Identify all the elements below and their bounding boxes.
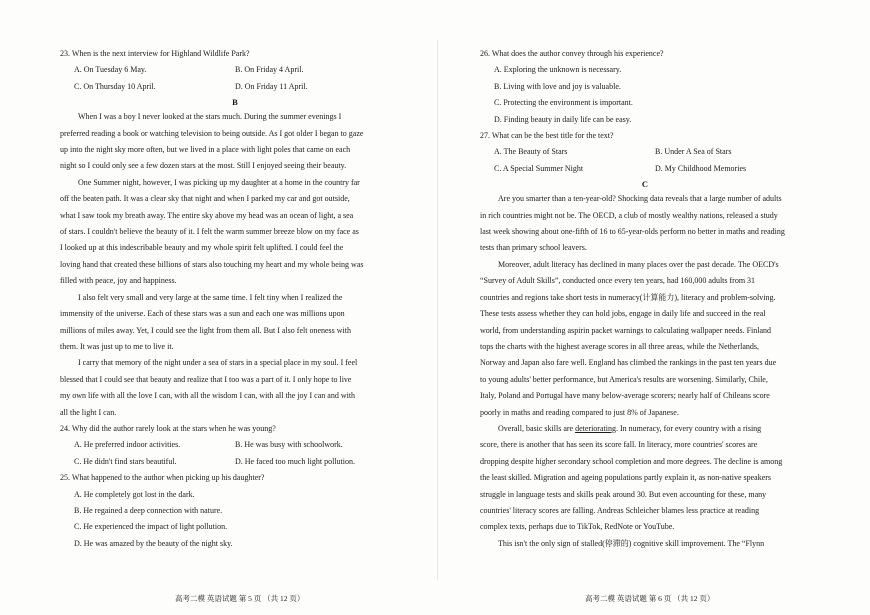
q23-option-a[interactable]: A. On Tuesday 6 May. xyxy=(74,65,147,75)
q24-options-row-2 xyxy=(60,454,410,470)
q23-option-b[interactable]: B. On Friday 4 April. xyxy=(235,65,304,75)
passage-line: in rich countries might not be. The OECD, a club of mostly wealthy nations, released a study xyxy=(480,210,778,220)
right-page xyxy=(480,46,810,552)
passage-line: countries and regions take short tests in numeracy(计算能力), literacy and problem-solving. xyxy=(480,292,776,302)
q26-option-b[interactable]: B. Living with love and joy is valuable. xyxy=(494,81,621,91)
passage-line: the least skilled. Migration and ageing populations partly explain it, as non-native speakers xyxy=(480,473,772,483)
passage-line: poorly in maths and reading compared to just 8% of Japanese. xyxy=(480,407,679,417)
q26-question: 26. What does the author convey through his experience? xyxy=(480,49,664,58)
passage-line: what I saw took my breath away. The entire sky above my head was an ocean of light, a sea xyxy=(60,210,354,220)
q27-option-d[interactable]: D. My Childhood Memories xyxy=(655,163,747,173)
q24-option-a[interactable]: A. He preferred indoor activities. xyxy=(74,440,181,450)
passage-line: all the light I can. xyxy=(60,407,117,417)
passage-c xyxy=(480,191,810,552)
passage-line: Norway and Japan also fare well. England has climbed the rankings in the past ten years due xyxy=(480,358,777,368)
passage-line: I looked up at this indescribable beauty and my whole spirit felt uplifted. I could feel the xyxy=(60,243,344,253)
q27-question: 27. What can be the best title for the text? xyxy=(480,131,614,141)
passage-line: loving hand that created these billions of stars also touching my heart and my whole being was xyxy=(60,259,364,269)
passage-line: millions of miles away. Yet, I could see the light from them all. But I also felt oneness with xyxy=(60,325,351,335)
passage-line: This isn't the only sign of stalled(停滞的) cognitive skill improvement. The “Flynn xyxy=(498,538,765,548)
passage-line: score, there is another that has seen its score fall. In literacy, more countries' scores are xyxy=(480,440,758,450)
passage-line: night so I could only see a few dozen stars at the most. Still I enjoyed seeing their beauty. xyxy=(60,161,347,171)
passage-line: Moreover, adult literacy has declined in many places over the past decade. The OECD's xyxy=(498,259,779,269)
section-c-heading: C xyxy=(641,179,649,190)
passage-line: preferred reading a book or watching television to being outside. As I got older I began to gaze xyxy=(60,128,364,138)
passage-b xyxy=(60,109,410,421)
passage-line: Are you smarter than a ten-year-old? Shocking data reveals that a large number of adults xyxy=(498,194,782,204)
passage-line: One Summer night, however, I was picking up my daughter at a home in the country far xyxy=(78,177,360,187)
passage-line: I also felt very small and very large at the same time. I felt tiny when I realized the xyxy=(78,292,343,302)
passage-line: my own life with all the love I can, with all the wisdom I can, with all the joy I can and with xyxy=(60,391,356,401)
q25-option-c[interactable]: C. He experienced the impact of light pollution. xyxy=(74,522,228,532)
passage-line: of stars. I couldn't believe the beauty of it. I felt the warm summer breeze blow on my face as xyxy=(60,227,359,237)
q25-option-d[interactable]: D. He was amazed by the beauty of the night sky. xyxy=(74,538,233,548)
passage-line xyxy=(480,421,810,437)
passage-line: world, from understanding aspirin packet warnings to calculating wallpaper needs. Finland xyxy=(480,325,772,335)
passage-line: immensity of the universe. Each of these stars was a sun and each one was millions upon xyxy=(60,309,345,319)
passage-line: countries' literacy scores are falling. Andreas Schleicher blames less practice at reading xyxy=(480,505,760,515)
passage-line: blessed that I could see that beauty and realize that I too was a part of it. I only hope to live xyxy=(60,374,352,384)
passage-line: filled with peace, joy and happiness. xyxy=(60,276,177,286)
q26-option-d[interactable]: D. Finding beauty in daily life can be easy. xyxy=(494,114,632,124)
left-page xyxy=(60,46,410,552)
right-page-footer: 高考二模 英语试题 第 6 页 （共 12 页） xyxy=(585,594,715,603)
passage-line: tests than primary school leavers. xyxy=(480,243,587,253)
q24-option-b[interactable]: B. He was busy with schoolwork. xyxy=(235,440,343,450)
q23-options-row-1 xyxy=(60,62,410,78)
passage-line: struggle in language tests and skills peak around 30. But even accounting for these, many xyxy=(480,489,767,499)
q27-options-row-2 xyxy=(480,161,810,177)
q27-options-row-1 xyxy=(480,144,810,160)
q25-option-a[interactable]: A. He completely got lost in the dark. xyxy=(74,489,195,499)
passage-line: them. It was just up to me to live it. xyxy=(60,341,174,351)
q24-question: 24. Why did the author rarely look at the stars when he was young? xyxy=(60,423,276,433)
q24-options-row-1 xyxy=(60,437,410,453)
passage-line: complex texts, perhaps due to TikTok, RedNote or YouTube. xyxy=(480,522,675,532)
passage-line: I carry that memory of the night under a sea of stars in a special place in my soul. I feel xyxy=(78,358,358,368)
q26-option-a[interactable]: A. Exploring the unknown is necessary. xyxy=(494,65,622,75)
page-gutter xyxy=(437,40,438,580)
passage-line: last week showing about one-fifth of 16 to 65-year-olds perform no better in maths and reading xyxy=(480,227,785,237)
p3-start: Overall, basic skills are xyxy=(498,423,576,433)
left-page-footer: 高考二模 英语试题 第 5 页 （共 12 页） xyxy=(175,594,305,603)
passage-line: Italy, Poland and Portugal have many below-average scorers; nearly half of Chileans score xyxy=(480,391,770,401)
section-b-heading: B xyxy=(232,97,238,108)
q24-option-c[interactable]: C. He didn't find stars beautiful. xyxy=(74,456,177,466)
q25-option-b[interactable]: B. He regained a deep connection with nature. xyxy=(74,505,223,515)
passage-line: to young adults' better performance, but America's results are worsening. Similarly, Chile, xyxy=(480,374,768,384)
q23-option-c[interactable]: C. On Thursday 10 April. xyxy=(74,81,156,91)
passage-line: When I was a boy I never looked at the stars much. During the summer evenings I xyxy=(78,112,342,122)
q27-option-a[interactable]: A. The Beauty of Stars xyxy=(494,147,568,157)
q27-option-b[interactable]: B. Under A Sea of Stars xyxy=(655,147,732,157)
p3-rest: . In numeracy, for every country with a rising xyxy=(615,423,762,433)
q25-question: 25. What happened to the author when picking up his daughter? xyxy=(60,473,265,483)
passage-line: tops the charts with the highest average scores in all three areas, while the Netherlands, xyxy=(480,341,760,351)
passage-line: “Survey of Adult Skills”, conducted once every ten years, had 160,000 adults from 31 xyxy=(480,276,756,286)
q23-question: 23. When is the next interview for Highland Wildlife Park? xyxy=(60,49,250,58)
passage-line: These tests assess whether they can hold jobs, engage in daily life and succeed in the real xyxy=(480,309,766,319)
q23-options-row-2 xyxy=(60,79,410,95)
passage-line: dropping despite higher secondary school completion and more degrees. The decline is among xyxy=(480,456,783,466)
underlined-word-deteriorating: deteriorating xyxy=(575,423,616,433)
q23-option-d[interactable]: D. On Friday 11 April. xyxy=(235,81,308,91)
q26-option-c[interactable]: C. Protecting the environment is important. xyxy=(494,98,633,108)
q27-option-c[interactable]: C. A Special Summer Night xyxy=(494,163,584,173)
q24-option-d[interactable]: D. He faced too much light pollution. xyxy=(235,456,355,466)
passage-line: up into the night sky more often, but we lived in a place with light poles that came on each xyxy=(60,145,351,155)
passage-line: off the beaten path. It was a clear sky that night and when I parked my car and got outside, xyxy=(60,194,350,204)
